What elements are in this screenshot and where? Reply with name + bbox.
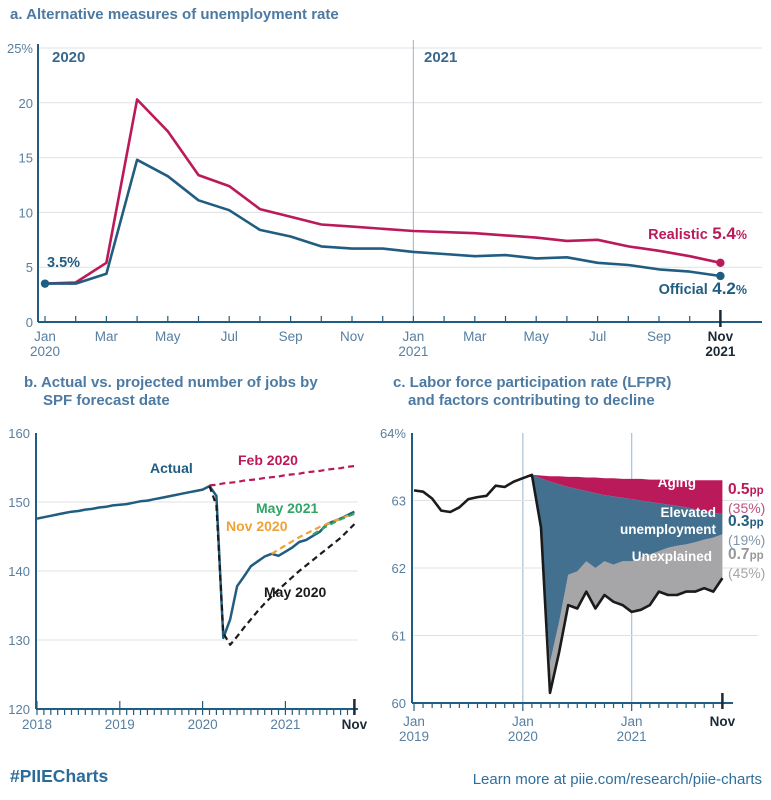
y-tick-c: 63 xyxy=(391,493,406,509)
x-tick-label-a: Mar xyxy=(463,329,487,344)
stat-unexplained xyxy=(728,547,765,581)
annotation-b-feb2020: Feb 2020 xyxy=(238,452,298,468)
y-tick-a: 20 xyxy=(18,95,33,111)
hashtag-piiecharts: #PIIECharts xyxy=(10,766,109,786)
annotation-c-elevated-line1: Elevated xyxy=(660,505,716,520)
x-tick-label-c: 2019 xyxy=(398,729,430,744)
x-tick-label-a: Nov xyxy=(707,329,734,344)
annotation-a-start-value: 3.5% xyxy=(47,255,81,271)
realistic-series-unit: % xyxy=(735,228,747,242)
panel-c-title xyxy=(393,374,671,410)
realistic-series-label: Realistic xyxy=(648,227,708,243)
stat-unexplained-unit: pp xyxy=(749,550,764,562)
x-tick-label-b: Nov xyxy=(341,717,368,732)
x-tick-label-a: Sep xyxy=(278,329,303,344)
series-line-official xyxy=(45,160,720,284)
y-tick-c: 60 xyxy=(391,696,406,711)
y-tick-a: 10 xyxy=(18,205,33,221)
annotation-b-actual: Actual xyxy=(150,460,193,476)
annotation-a-realistic xyxy=(648,224,747,244)
stat-elevated-share: (19%) xyxy=(728,532,766,548)
x-tick-label-a: 2021 xyxy=(398,344,429,359)
panel-c-title-line2: and factors contributing to decline xyxy=(408,392,655,409)
x-tick-label-c: 2021 xyxy=(616,729,647,744)
x-tick-label-a: 2021 xyxy=(705,344,736,359)
y-tick-a: 15 xyxy=(18,150,33,166)
series-line-realistic xyxy=(45,100,720,284)
panel-b-title-line2: SPF forecast date xyxy=(43,392,170,409)
official-series-value: 4.2 xyxy=(712,279,736,298)
annotation-b-nov2020: Nov 2020 xyxy=(226,518,288,534)
x-tick-label-c: Jan xyxy=(403,714,425,729)
official-series-unit: % xyxy=(735,283,747,297)
learn-more-link: Learn more at piie.com/research/piie-charts xyxy=(472,771,762,788)
stat-aging-value: 0.5 xyxy=(728,481,750,498)
region-label-2021: 2021 xyxy=(424,49,458,66)
y-tick-b: 150 xyxy=(8,495,30,510)
y-tick-b: 140 xyxy=(8,564,30,579)
x-tick-label-a: Jan xyxy=(34,329,56,344)
x-tick-label-b: 2020 xyxy=(187,717,218,732)
stat-elevated-unit: pp xyxy=(749,517,764,529)
x-tick-label-c: Nov xyxy=(709,714,736,729)
x-tick-label-c: 2020 xyxy=(507,729,538,744)
y-tick-b: 120 xyxy=(8,702,30,717)
y-tick-a: 25% xyxy=(6,41,33,56)
stat-unexplained-share: (45%) xyxy=(728,565,766,581)
x-tick-label-b: 2021 xyxy=(270,717,301,732)
y-tick-c: 64% xyxy=(379,426,406,441)
stat-elevated xyxy=(728,514,765,548)
x-tick-label-a: Jul xyxy=(588,329,607,344)
region-label-2020: 2020 xyxy=(52,49,86,66)
annotation-c-elevated xyxy=(580,504,716,538)
x-tick-label-a: May xyxy=(155,329,181,344)
x-tick-label-a: Nov xyxy=(339,329,365,344)
annotation-b-may2021: May 2021 xyxy=(256,500,319,516)
y-tick-c: 61 xyxy=(391,628,406,644)
stat-unexplained-value: 0.7 xyxy=(728,546,750,563)
stat-aging-unit: pp xyxy=(749,485,764,497)
panel-b-title-line1: b. Actual vs. projected number of jobs by xyxy=(24,374,318,391)
y-tick-b: 130 xyxy=(8,633,30,648)
stat-elevated-value: 0.3 xyxy=(728,513,750,530)
y-tick-a: 5 xyxy=(25,260,33,276)
annotation-c-aging: Aging xyxy=(657,475,696,490)
annotation-c-elevated-line2: unemployment xyxy=(619,522,716,537)
y-tick-c: 62 xyxy=(391,561,406,576)
x-tick-label-a: 2020 xyxy=(29,344,61,359)
annotation-a-official xyxy=(659,279,747,299)
realistic-series-value: 5.4 xyxy=(712,224,736,243)
y-tick-a: 0 xyxy=(25,315,33,330)
x-tick-label-b: 2019 xyxy=(104,717,135,732)
panel-c-title-line1: c. Labor force participation rate (LFPR) xyxy=(393,374,672,391)
series-line-feb-2020 xyxy=(210,466,355,485)
x-tick-label-a: Sep xyxy=(646,329,672,344)
annotation-b-may2020: May 2020 xyxy=(264,584,327,600)
x-tick-label-a: Jul xyxy=(220,329,238,344)
panel-b-title xyxy=(24,374,318,410)
x-tick-label-c: Jan xyxy=(620,714,643,729)
x-tick-label-a: Mar xyxy=(94,329,119,344)
stat-aging xyxy=(728,482,765,516)
stat-aging-share: (35%) xyxy=(728,500,766,516)
x-tick-label-c: Jan xyxy=(511,714,534,729)
panel-a-title: a. Alternative measures of unemployment rate xyxy=(10,6,339,23)
start-dot xyxy=(41,279,49,287)
annotation-c-unexplained: Unexplained xyxy=(631,549,712,564)
realistic-end-dot xyxy=(716,259,724,267)
x-tick-label-b: 2018 xyxy=(21,717,53,732)
x-tick-label-a: Jan xyxy=(402,329,425,344)
y-tick-b: 160 xyxy=(8,426,30,441)
official-series-label: Official xyxy=(658,282,708,298)
x-tick-label-a: May xyxy=(523,329,549,344)
